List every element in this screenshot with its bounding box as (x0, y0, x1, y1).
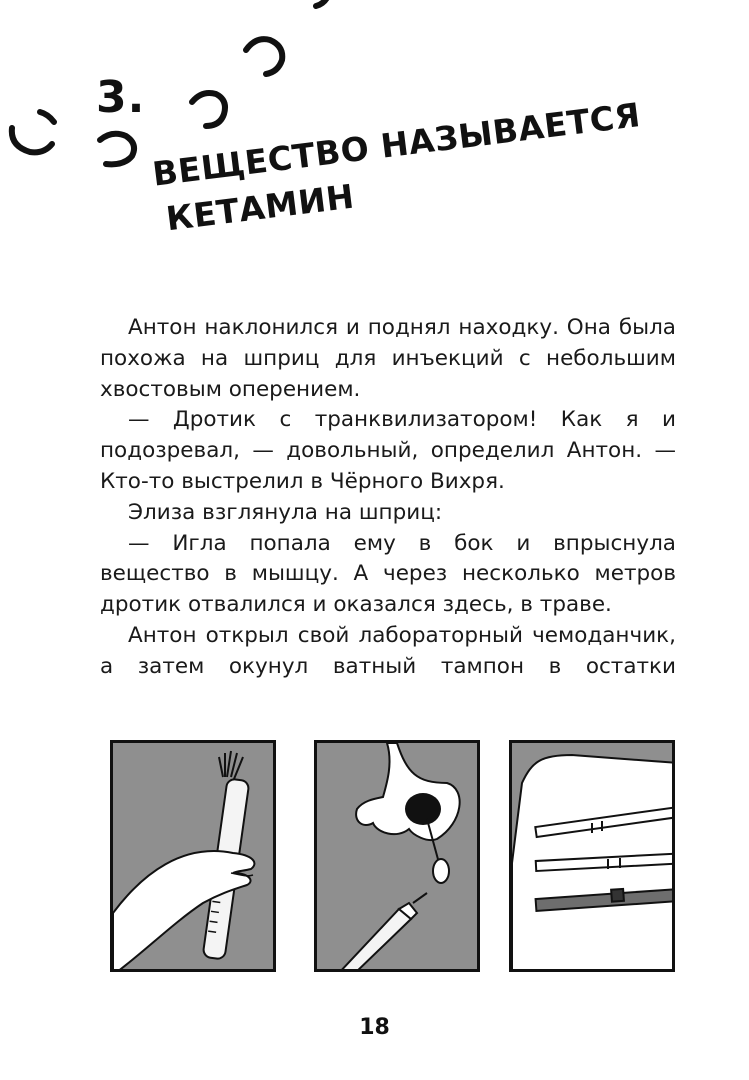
paragraph: Антон наклонился и поднял находку. Она была похожа на шприц для инъекций с небольшим хвостовым оперением. (100, 315, 676, 402)
test-strips-drawing (512, 743, 675, 972)
illustration-test-strips (509, 740, 675, 972)
illustration-hand-holding-dart (110, 740, 276, 972)
page-number: 18 (359, 1015, 390, 1040)
body-text (100, 313, 676, 683)
illustration-swab-and-dart (314, 740, 480, 972)
paragraph: Антон открыл свой лабораторный чемоданчик, а затем окунул ватный тампон в остатки (100, 622, 676, 679)
chapter-title-line-2: КЕТАМИН (163, 176, 357, 239)
paragraph: Элиза взглянула на шприц: (128, 499, 443, 525)
paragraph: — Игла попала ему в бок и впрыснула вещество в мышцу. А через несколько метров дротик отвалился и оказался здесь, в траве. (100, 530, 676, 618)
chapter-number: 3. (96, 72, 146, 123)
swab-drawing (317, 743, 480, 972)
paragraph: — Дротик с транквилизатором! Как я и подозревал, — довольный, определил Антон. — Кто-то выстрелил в Чёрного Вихря. (100, 407, 676, 494)
dart-in-hand-drawing (113, 743, 276, 972)
chapter-title-line-1: ВЕЩЕСТВО НАЗЫВАЕТСЯ (150, 95, 643, 194)
